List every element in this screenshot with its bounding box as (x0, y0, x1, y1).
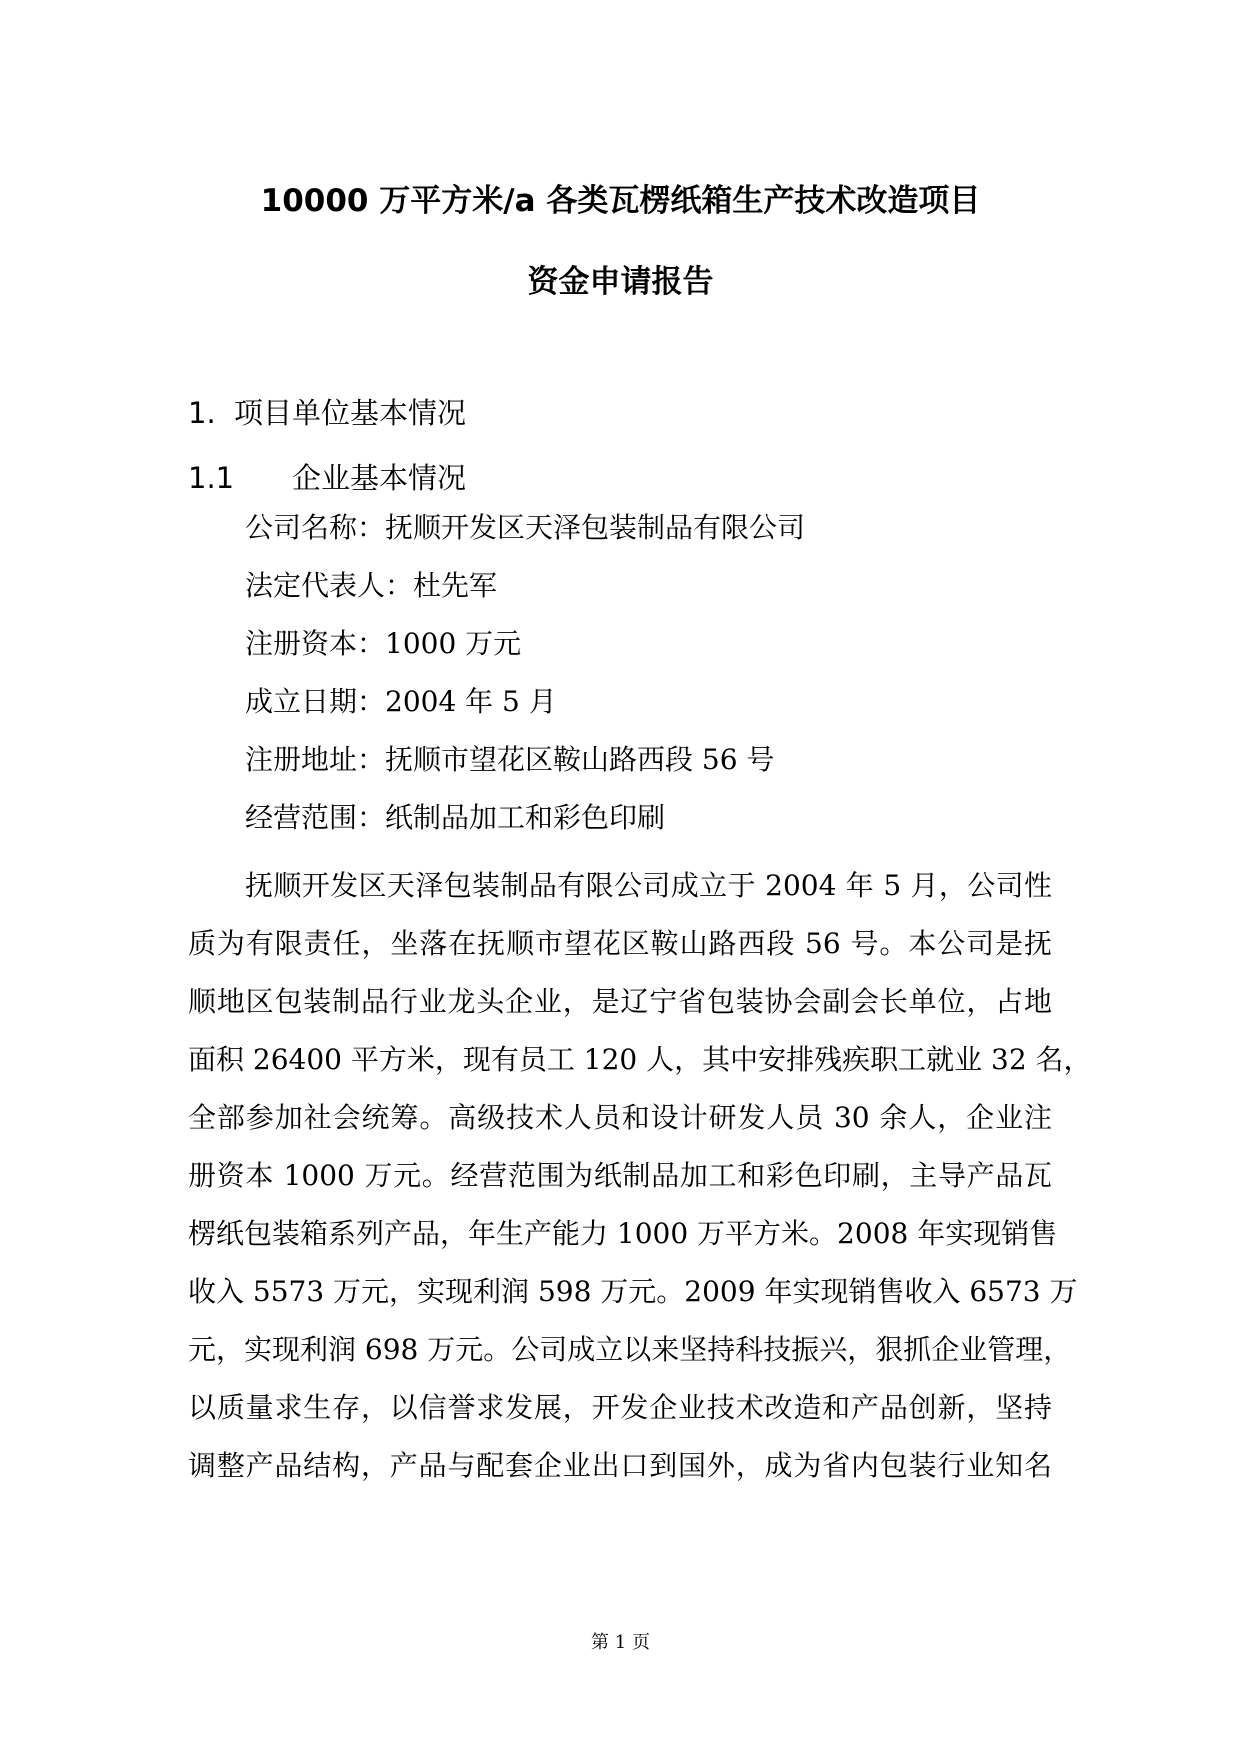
paragraph-line: 抚顺开发区天泽包装制品有限公司成立于 2004 年 5 月，公司性 (245, 869, 1052, 902)
company-info-list (245, 509, 805, 857)
document-title: 10000 万平方米/a 各类瓦楞纸箱生产技术改造项目 (260, 183, 981, 219)
company-description-paragraph (188, 857, 1092, 1495)
paragraph-line: 顺地区包装制品行业龙头企业，是辽宁省包装协会副会长单位，占地 (188, 985, 1052, 1018)
info-business-scope: 经营范围：纸制品加工和彩色印刷 (245, 801, 666, 834)
paragraph-line: 元，实现利润 698 万元。公司成立以来坚持科技振兴，狠抓企业管理， (188, 1333, 1072, 1366)
section-number: 1. (188, 396, 216, 430)
info-company-name: 公司名称：抚顺开发区天泽包装制品有限公司 (245, 511, 806, 544)
page-number-footer: 第 1 页 (591, 1632, 650, 1653)
document-subtitle: 资金申请报告 (527, 264, 714, 300)
paragraph-line: 全部参加社会统筹。高级技术人员和设计研发人员 30 余人，企业注 (188, 1101, 1052, 1134)
paragraph-line: 册资本 1000 万元。经营范围为纸制品加工和彩色印刷，主导产品瓦 (188, 1159, 1052, 1192)
paragraph-line: 调整产品结构，产品与配套企业出口到国外，成为省内包装行业知名 (188, 1449, 1052, 1482)
section-heading-1 (188, 395, 466, 431)
section-heading-1-1 (188, 460, 466, 496)
info-founding-date: 成立日期：2004 年 5 月 (245, 685, 557, 718)
info-registered-capital: 注册资本：1000 万元 (245, 627, 522, 660)
info-registered-address: 注册地址：抚顺市望花区鞍山路西段 56 号 (245, 743, 775, 776)
paragraph-line: 以质量求生存，以信誉求发展，开发企业技术改造和产品创新，坚持 (188, 1391, 1052, 1424)
paragraph-line: 收入 5573 万元，实现利润 598 万元。2009 年实现销售收入 6573 万 (188, 1275, 1078, 1308)
section-title: 项目单位基本情况 (234, 396, 467, 430)
paragraph-line: 楞纸包装箱系列产品，年生产能力 1000 万平方米。2008 年实现销售 (188, 1217, 1058, 1250)
paragraph-line: 质为有限责任，坐落在抚顺市望花区鞍山路西段 56 号。本公司是抚 (188, 927, 1052, 960)
paragraph-line: 面积 26400 平方米，现有员工 120 人，其中安排残疾职工就业 32 名， (188, 1043, 1092, 1076)
section-number: 1.1 (188, 461, 235, 495)
info-legal-representative: 法定代表人：杜先军 (245, 569, 498, 602)
section-title: 企业基本情况 (292, 461, 467, 495)
